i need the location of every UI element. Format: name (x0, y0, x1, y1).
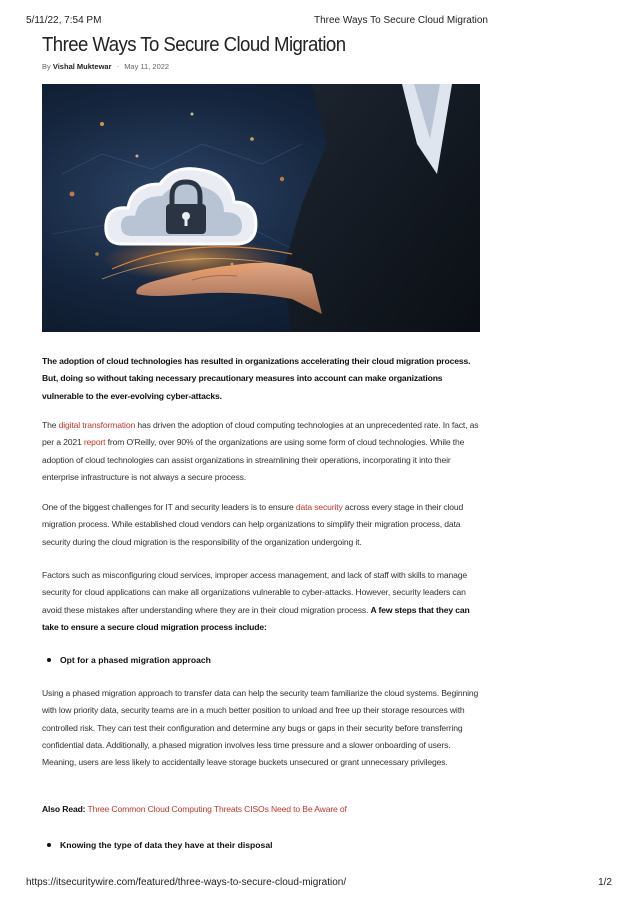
bullet-icon (47, 658, 51, 662)
print-url: https://itsecuritywire.com/featured/three-ways-to-secure-cloud-migration/ (26, 877, 347, 888)
print-datetime: 5/11/22, 7:54 PM (26, 15, 102, 26)
paragraph-4: Using a phased migration approach to transfer data can help the security team familiarize the cloud systems. Beginning with low priority data, security teams are in a much better position to unload and free up their storage resources with controlled risk. They can test their configuration and determine any bugs or gaps in their security before transferring confidential data. Additionally, a phased migration involves less time pressure and a slower onboarding of users. Meaning, users are less likely to accidentally leave storage buckets unsecured or grant unnecessary privileges. (42, 688, 479, 768)
p2-text-a: One of the biggest challenges for IT and security leaders is to ensure (42, 502, 296, 512)
also-read-label: Also Read: (42, 804, 86, 814)
paragraph-3 (42, 567, 482, 636)
bullet-icon (47, 843, 51, 847)
print-header (26, 15, 612, 29)
print-page-title: Three Ways To Secure Cloud Migration (314, 15, 488, 26)
p1-text-c: from O'Reilly, over 90% of the organizations are using some form of cloud technologies. While the adoption of cloud technologies can assist organizations in streamlining their operations, incorporating it into their enterprise infrastructure is not always a secure process. (42, 437, 465, 482)
bullet-item-phased-migration (42, 653, 211, 667)
paragraph-1 (42, 417, 482, 486)
lead-paragraph: The adoption of cloud technologies has resulted in organizations accelerating their cloud migration process. But, doing so without taking necessary precautionary measures into account can make organizations vulnerable to the ever-evolving cyber-attacks. (42, 356, 471, 401)
bullet-label: Opt for a phased migration approach (60, 655, 211, 665)
paragraph-2 (42, 499, 482, 551)
author-link[interactable]: Vishal Muktewar (52, 62, 112, 71)
hero-illustration (42, 84, 480, 332)
report-link[interactable]: report (83, 437, 106, 448)
byline-prefix: By (42, 62, 51, 71)
article (42, 33, 482, 850)
p1-text-a: The (42, 420, 59, 430)
p3-bold-text: A few steps that they can take to ensure a secure cloud migration process include: (42, 604, 470, 632)
also-read-link[interactable]: Three Common Cloud Computing Threats CISOs Need to Be Aware of (87, 804, 347, 814)
hero-image (42, 84, 480, 332)
digital-transformation-link[interactable]: digital transformation (58, 420, 136, 430)
p3-text: Factors such as misconfiguring cloud services, improper access management, and lack of staff with skills to manage security for cloud applications can make all organizations vulnerable to cyber-attacks. However, security leaders can avoid these mistakes after understanding where they are in their cloud migration process. (42, 570, 468, 615)
bullet-item-data-types (42, 838, 273, 852)
article-title: Three Ways To Secure Cloud Migration (42, 34, 346, 56)
also-read (42, 801, 482, 818)
byline (42, 62, 482, 71)
p2-text-b: across every stage in their cloud migration process. While established cloud vendors can help organizations to simplify their migration process, data security during the cloud migration is the responsibility of the organization undergoing it. (42, 502, 464, 547)
data-security-link[interactable]: data security (295, 502, 343, 512)
publish-date: May 11, 2022 (124, 62, 170, 71)
print-page-number: 1/2 (598, 877, 612, 888)
p1-text-b: has driven the adoption of cloud computing technologies at an unprecedented rate. In fact, as per a 2021 (42, 420, 479, 448)
print-footer (26, 877, 612, 891)
bullet-label: Knowing the type of data they have at their disposal (60, 840, 273, 850)
byline-separator: - (116, 62, 120, 71)
